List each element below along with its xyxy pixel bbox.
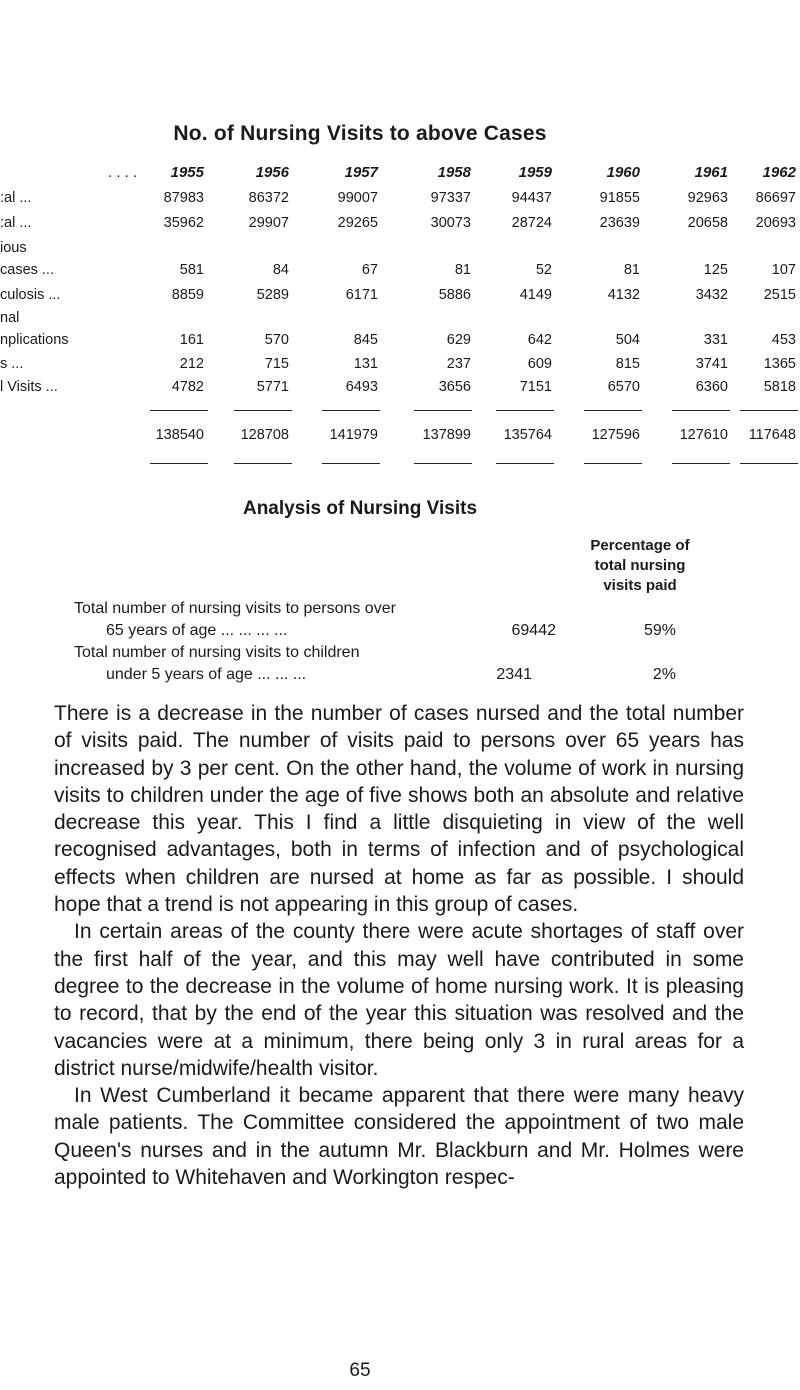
total-cell: 127610 bbox=[679, 427, 728, 443]
table-cell: 87983 bbox=[163, 190, 204, 206]
table-cell: 331 bbox=[703, 332, 728, 348]
sum-rule bbox=[414, 410, 472, 411]
page-number: 65 bbox=[349, 1360, 371, 1381]
table-row bbox=[0, 379, 800, 401]
table-cell: 6360 bbox=[695, 379, 728, 395]
analysis-item-percent: 2% bbox=[652, 666, 676, 683]
sum-rule bbox=[496, 463, 554, 464]
table-cell: 6570 bbox=[607, 379, 640, 395]
table-cell: 86697 bbox=[755, 190, 796, 206]
table-cell: 92963 bbox=[687, 190, 728, 206]
table-row bbox=[0, 310, 800, 332]
analysis-title: Analysis of Nursing Visits bbox=[242, 498, 478, 519]
table-cell: 504 bbox=[615, 332, 640, 348]
table-cell: 52 bbox=[535, 262, 552, 278]
sum-rule bbox=[150, 410, 208, 411]
sum-rule bbox=[414, 463, 472, 464]
row-label: s ... bbox=[0, 356, 24, 372]
table-cell: 4149 bbox=[519, 287, 552, 303]
row-label: :al ... bbox=[0, 215, 32, 231]
table-cell: 845 bbox=[353, 332, 378, 348]
year-header: 1956 bbox=[255, 164, 289, 181]
table-cell: 237 bbox=[446, 356, 471, 372]
row-label: :al ... bbox=[0, 190, 32, 206]
body-paragraph: In West Cumberland it became apparent that there were many heavy male patients. The Committee considered the appointment of two male Queen's nurses and in the autumn Mr. Blackburn and Mr. Holmes were appointed to Whitehaven and Workington respec- bbox=[54, 1084, 744, 1190]
table-cell: 67 bbox=[361, 262, 378, 278]
percentage-header-line: Percentage of bbox=[590, 537, 690, 554]
total-cell: 128708 bbox=[240, 427, 289, 443]
table-cell: 20658 bbox=[687, 215, 728, 231]
year-header: 1959 bbox=[518, 164, 552, 181]
header-lead-dots: . . . . bbox=[108, 164, 138, 181]
table-cell: 4782 bbox=[171, 379, 204, 395]
table-row bbox=[0, 262, 800, 284]
row-label: nplications bbox=[0, 332, 69, 348]
table-cell: 212 bbox=[179, 356, 204, 372]
sum-rule bbox=[672, 463, 730, 464]
table-cell: 6171 bbox=[345, 287, 378, 303]
analysis-item-line: under 5 years of age ... ... ... bbox=[106, 666, 307, 683]
total-cell: 117648 bbox=[748, 427, 796, 443]
table-cell: 20693 bbox=[755, 215, 796, 231]
table-cell: 453 bbox=[771, 332, 796, 348]
table-cell: 609 bbox=[527, 356, 552, 372]
table-cell: 8859 bbox=[171, 287, 204, 303]
row-label: culosis ... bbox=[0, 287, 61, 303]
analysis-item-value: 2341 bbox=[496, 666, 532, 683]
table-cell: 81 bbox=[454, 262, 471, 278]
row-label: l Visits ... bbox=[0, 379, 58, 395]
table-title: No. of Nursing Visits to above Cases bbox=[173, 122, 547, 145]
year-header: 1958 bbox=[437, 164, 471, 181]
table-cell: 815 bbox=[615, 356, 640, 372]
body-paragraph: In certain areas of the county there were acute shortages of staff over the first half of the year, and this may well have contributed in some degree to the decrease in the volume of home nursing work. It is pleasing to record, that by the end of the year this situation was resolved and the vacancies were at a minimum, there being only 3 in rural areas for a district nurse/midwife/health visitor. bbox=[54, 920, 744, 1080]
table-row bbox=[0, 356, 800, 378]
analysis-item-line: Total number of nursing visits to children bbox=[74, 644, 360, 661]
year-header: 1957 bbox=[344, 164, 378, 181]
table-cell: 23639 bbox=[599, 215, 640, 231]
table-cell: 1365 bbox=[763, 356, 796, 372]
table-cell: 99007 bbox=[337, 190, 378, 206]
sum-rule bbox=[150, 463, 208, 464]
sum-rule bbox=[496, 410, 554, 411]
table-cell: 35962 bbox=[163, 215, 204, 231]
body-paragraph: There is a decrease in the number of cases nursed and the total number of visits paid. The number of visits paid to persons over 65 years has increased by 3 per cent. On the other hand, the volume of work in nursing visits to children under the age of five shows both an absolute and relative decrease this year. This I find a little disquieting in view of the well recognised advantages, both in terms of infection and of psychological effects when children are nursed at home as far as possible. I should hope that a trend is not appearing in this group of cases. bbox=[54, 702, 744, 917]
table-cell: 642 bbox=[527, 332, 552, 348]
table-cell: 5818 bbox=[763, 379, 796, 395]
total-cell: 137899 bbox=[422, 427, 471, 443]
table-cell: 5771 bbox=[256, 379, 289, 395]
percentage-header-line: total nursing bbox=[594, 557, 686, 574]
sum-rule bbox=[322, 463, 380, 464]
table-cell: 581 bbox=[179, 262, 204, 278]
year-header: 1962 bbox=[762, 164, 796, 181]
percentage-header bbox=[560, 536, 720, 596]
sum-rule bbox=[234, 463, 292, 464]
table-cell: 2515 bbox=[763, 287, 796, 303]
table-cell: 4132 bbox=[607, 287, 640, 303]
table-row bbox=[0, 240, 800, 262]
table-totals-row bbox=[0, 427, 800, 449]
analysis-item-line: 65 years of age ... ... ... ... bbox=[106, 622, 288, 639]
table-cell: 629 bbox=[446, 332, 471, 348]
table-cell: 107 bbox=[771, 262, 796, 278]
table-cell: 570 bbox=[264, 332, 289, 348]
table-cell: 5886 bbox=[438, 287, 471, 303]
total-cell: 127596 bbox=[591, 427, 640, 443]
table-cell: 5289 bbox=[256, 287, 289, 303]
total-cell: 141979 bbox=[329, 427, 378, 443]
table-row bbox=[0, 332, 800, 354]
year-header: 1960 bbox=[606, 164, 640, 181]
total-cell: 135764 bbox=[503, 427, 552, 443]
table-cell: 3741 bbox=[695, 356, 728, 372]
analysis-item-value: 69442 bbox=[511, 622, 556, 639]
row-label: ious bbox=[0, 240, 27, 256]
row-label: cases ... bbox=[0, 262, 54, 278]
table-cell: 7151 bbox=[519, 379, 552, 395]
analysis-item-line: Total number of nursing visits to persons over bbox=[74, 600, 396, 617]
table-cell: 131 bbox=[353, 356, 378, 372]
table-cell: 81 bbox=[623, 262, 640, 278]
table-header-row bbox=[0, 164, 800, 186]
table-cell: 28724 bbox=[511, 215, 552, 231]
table-cell: 94437 bbox=[511, 190, 552, 206]
table-cell: 715 bbox=[264, 356, 289, 372]
sum-rule bbox=[584, 463, 642, 464]
analysis-item-percent: 59% bbox=[643, 622, 676, 639]
table-cell: 91855 bbox=[599, 190, 640, 206]
table-cell: 29265 bbox=[337, 215, 378, 231]
sum-rule bbox=[740, 410, 798, 411]
table-cell: 125 bbox=[703, 262, 728, 278]
table-cell: 86372 bbox=[248, 190, 289, 206]
table-cell: 3432 bbox=[695, 287, 728, 303]
total-cell: 138540 bbox=[155, 427, 204, 443]
body-text bbox=[54, 700, 744, 1191]
sum-rule bbox=[322, 410, 380, 411]
sum-rule bbox=[672, 410, 730, 411]
table-cell: 29907 bbox=[248, 215, 289, 231]
table-cell: 161 bbox=[179, 332, 204, 348]
sum-rule bbox=[740, 463, 798, 464]
row-label: nal bbox=[0, 310, 20, 326]
table-row bbox=[0, 190, 800, 212]
table-cell: 84 bbox=[272, 262, 289, 278]
table-row bbox=[0, 215, 800, 237]
table-cell: 3656 bbox=[438, 379, 471, 395]
year-header: 1955 bbox=[170, 164, 204, 181]
table-cell: 30073 bbox=[430, 215, 471, 231]
percentage-header-line: visits paid bbox=[603, 577, 677, 594]
year-header: 1961 bbox=[694, 164, 728, 181]
sum-rule bbox=[584, 410, 642, 411]
sum-rule bbox=[234, 410, 292, 411]
table-cell: 97337 bbox=[430, 190, 471, 206]
table-row bbox=[0, 287, 800, 309]
table-cell: 6493 bbox=[345, 379, 378, 395]
